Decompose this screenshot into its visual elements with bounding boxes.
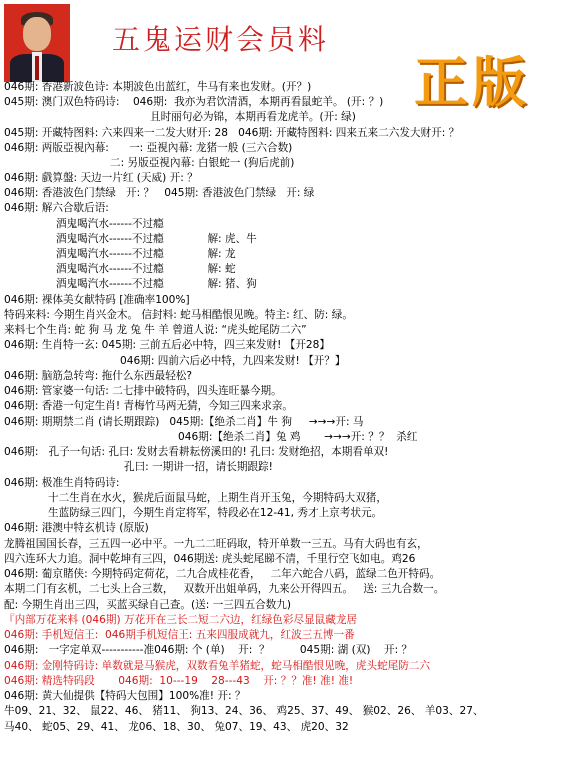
text-line: 046期: 港澳中特玄机诗 (原版) — [4, 522, 149, 534]
text-line: 来料七个生肖: 蛇 狗 马 龙 兔 牛 羊 曾道人说: “虎头蛇尾防二六” — [4, 324, 307, 336]
text-line: 046期: 香港一句定生肖! 青梅竹马两无猜，今知三四来求亲。 — [4, 400, 294, 412]
text-line: 046期: 香港新波色诗: 本期波色出蓝红，牛马有来也发财。(开？) — [4, 81, 312, 93]
text-line: 046期: 孔子一句话: 孔曰: 发财去看耕耘傍溪田的! 孔曰: 发财绝招，本期看单双! — [4, 446, 389, 458]
text-line: 生蓝防绿三四门，今期生肖定将军，特段必在12-41, 秀才上京考状元。 — [48, 507, 383, 519]
text-line: 046期: 精选特码段 046期: 10---19 28---43 开: ？？准! 准! 准! — [4, 675, 354, 687]
text-line: 045期: 澳门双色特码诗: 046期: 我亦为君饮清酒，本期再看鼠蛇羊。 (开: ？) — [4, 96, 384, 108]
text-line: 046期: 生肖特一玄: 045期: 三前五后必中特，四三来发财! 【开28】 — [4, 339, 330, 351]
text-line: 且时丽句必为锦，本期再看龙虎羊。(开: 绿) — [150, 111, 356, 123]
zhengban-stamp: 正版 — [414, 51, 530, 114]
text-line: 酒鬼喝汽水------不过瘾 解: 猪、狗 — [56, 278, 257, 290]
text-line: 046期: 手机短信王: 046期手机短信王: 五来四服成就九，红波三五博一番 — [4, 629, 355, 641]
text-line: 046期: 管家婆一句话: 二七排中破特码，四头连旺暴今期。 — [4, 385, 282, 397]
text-line: 046期: 脑筋急转弯: 拖什么东西最轻松? — [4, 370, 193, 382]
text-line: 『内部万花来料 (046期) 万花开在三长二短二六边，红绿色彩尽显鼠藏龙居 — [4, 614, 358, 626]
text-line: 酒鬼喝汽水------不过瘾 解: 蛇 — [56, 263, 236, 275]
text-line: 046期: 金刚特码诗: 单数就是马猴虎，双数看兔羊猪蛇，蛇马相酷恨见晚，虎头蛇尾防二六 — [4, 660, 431, 672]
text-line: 046期: 一字定单双-----------准046期: 个 (单) 开: ？ 045期: 湖 (双) 开: ？ — [4, 644, 413, 656]
text-line: 046期: 黄大仙提供【特码大包围】100%准! 开: ？ — [4, 690, 246, 702]
text-line: 酒鬼喝汽水------不过瘾 解: 虎、牛 — [56, 233, 257, 245]
text-line: 045期: 开藏特图料: 六来四来一二发大财开: 28 046期: 开藏特图料: 四来五来二六发大财开: ？ — [4, 127, 460, 139]
text-line: 马40、 蛇05、29、41、 龙06、18、30、 兔07、19、43、 虎20、32 — [4, 721, 349, 733]
text-line: 046期: 戲算盤: 天边一片红 (天威) 开: ？ — [4, 172, 198, 184]
text-line: 酒鬼喝汽水------不过瘾 解: 龙 — [56, 248, 236, 260]
text-line: 特码来料: 今期生肖兴金木。 信封料: 蛇马相酷恨见晚。特主: 红、防: 绿。 — [4, 309, 353, 321]
text-line: 酒鬼喝汽水------不过瘾 — [56, 218, 164, 230]
text-line: 配: 今期生肖出三四，买蓝买绿自己查。(送: 一三四五合数九) — [4, 599, 291, 611]
text-line: 孔曰: 一期讲一招，请长期跟踪! — [124, 461, 273, 473]
page-title: 五鬼运财会员料 — [112, 23, 330, 56]
text-line: 046期: 解六合歇后语: — [4, 202, 109, 214]
text-line: 046期: 四前六后必中特，九四来发财! 【开？】 — [120, 355, 346, 367]
text-line: 046期: 裸体美女献特码 [准确率100%] — [4, 294, 190, 306]
text-line: 龙腾祖国国长春，三五四一必中平。一九二二旺码取，特开单数一三五。马有大码也有玄， — [4, 538, 428, 550]
text-line: 本期二门有玄机，二七头上合三数， 双数开出姐单码，九来公开得四五。 送: 三九合数一。 — [4, 583, 445, 595]
text-line: 十二生肖在水火，猴虎后面鼠马蛇，上期生肖开玉兔，今期特码大双猪， — [48, 492, 387, 504]
text-line: 二: 另版亞視內幕: 白银蛇一 (狗后虎前) — [110, 157, 295, 169]
text-line: 牛09、21、32、 鼠22、46、 猪11、 狗13、24、36、 鸡25、37、49、 猴02、26、 羊03、27、 — [4, 705, 484, 717]
text-line: 046期: 两版亞視內幕: 一: 亞視內幕: 龙猪一般 (三六合数) — [4, 142, 293, 154]
text-line: 四六连环大力追。洞中乾坤有三四，046期送: 虎头蛇尾睇不清，千里行空飞如电。鸡26 — [4, 553, 416, 565]
text-line: 046期: 极准生肖特码诗: — [4, 477, 120, 489]
text-line: 046期: 葡京賭侠: 今期特码定荷花，二九合成桂花香， 二年六蛇合八码，蓝绿二色开特码。 — [4, 568, 441, 580]
text-line: 046期: 香港波色门禁绿 开: ？ 045期: 香港波色门禁绿 开: 绿 — [4, 187, 315, 199]
text-line: 046期: 期期禁二肖 (请长期跟踪) 045期:【绝杀二肖】牛 狗 →→→开: 马 — [4, 416, 364, 428]
portrait-photo — [4, 4, 70, 82]
text-line: 046期:【绝杀二肖】兔 鸡 →→→开: ？？ 杀红 — [178, 431, 418, 443]
